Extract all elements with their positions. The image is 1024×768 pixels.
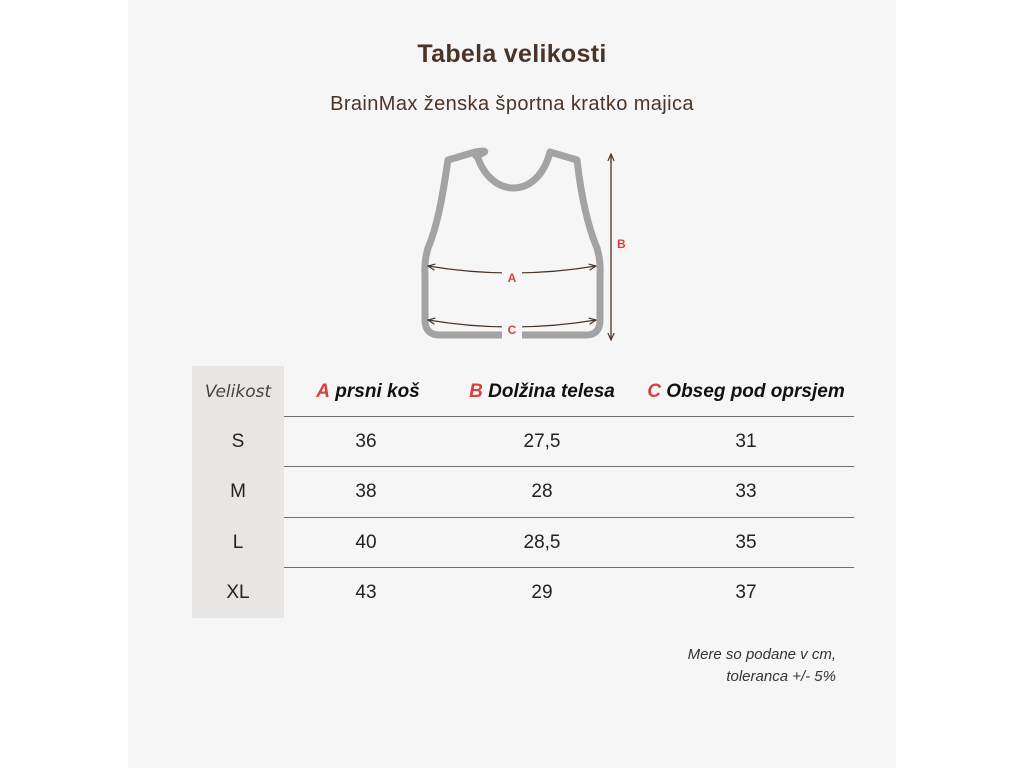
table-cell-c: 37	[735, 582, 757, 603]
header-a-text: prsni koš	[335, 381, 420, 402]
product-subtitle: BrainMax ženska športna kratko majica	[330, 93, 694, 115]
crop-top-outline	[425, 151, 600, 335]
table-row-size: S	[231, 431, 245, 452]
header-a	[310, 378, 426, 406]
table-cell-a: 38	[355, 481, 377, 502]
diagram-label-a: A	[507, 271, 517, 285]
table-cell-b: 27,5	[523, 431, 561, 452]
page-title: Tabela velikosti	[417, 40, 607, 68]
header-b-text: Dolžina telesa	[488, 381, 615, 402]
header-a-letter: A	[316, 381, 330, 402]
size-chart-panel	[128, 0, 896, 768]
table-cell-a: 36	[355, 431, 377, 452]
table-cell-b: 29	[531, 582, 553, 603]
header-size: Velikost	[204, 382, 272, 402]
table-cell-c: 31	[735, 431, 757, 452]
table-cell-c: 35	[735, 532, 757, 553]
garment-diagram	[128, 0, 896, 360]
note-line-2: toleranca +/- 5%	[726, 668, 836, 685]
measurement-note	[688, 644, 836, 688]
header-c-letter: C	[647, 381, 662, 402]
table-cell-c: 33	[735, 481, 757, 502]
table-cell-b: 28	[531, 481, 553, 502]
header-b	[462, 378, 622, 406]
header-c	[640, 378, 852, 406]
header-c-text: Obseg pod oprsjem	[666, 381, 845, 402]
table-row-size: M	[230, 481, 246, 502]
table-cell-a: 40	[355, 532, 377, 553]
table-cell-a: 43	[355, 582, 377, 603]
table-cell-b: 28,5	[523, 532, 561, 553]
header-b-letter: B	[469, 381, 483, 402]
table-row-size: XL	[226, 582, 250, 603]
table-row-size: L	[232, 532, 244, 553]
diagram-label-c: C	[507, 323, 517, 337]
note-line-1: Mere so podane v cm,	[687, 646, 836, 663]
diagram-label-b: B	[617, 237, 626, 251]
